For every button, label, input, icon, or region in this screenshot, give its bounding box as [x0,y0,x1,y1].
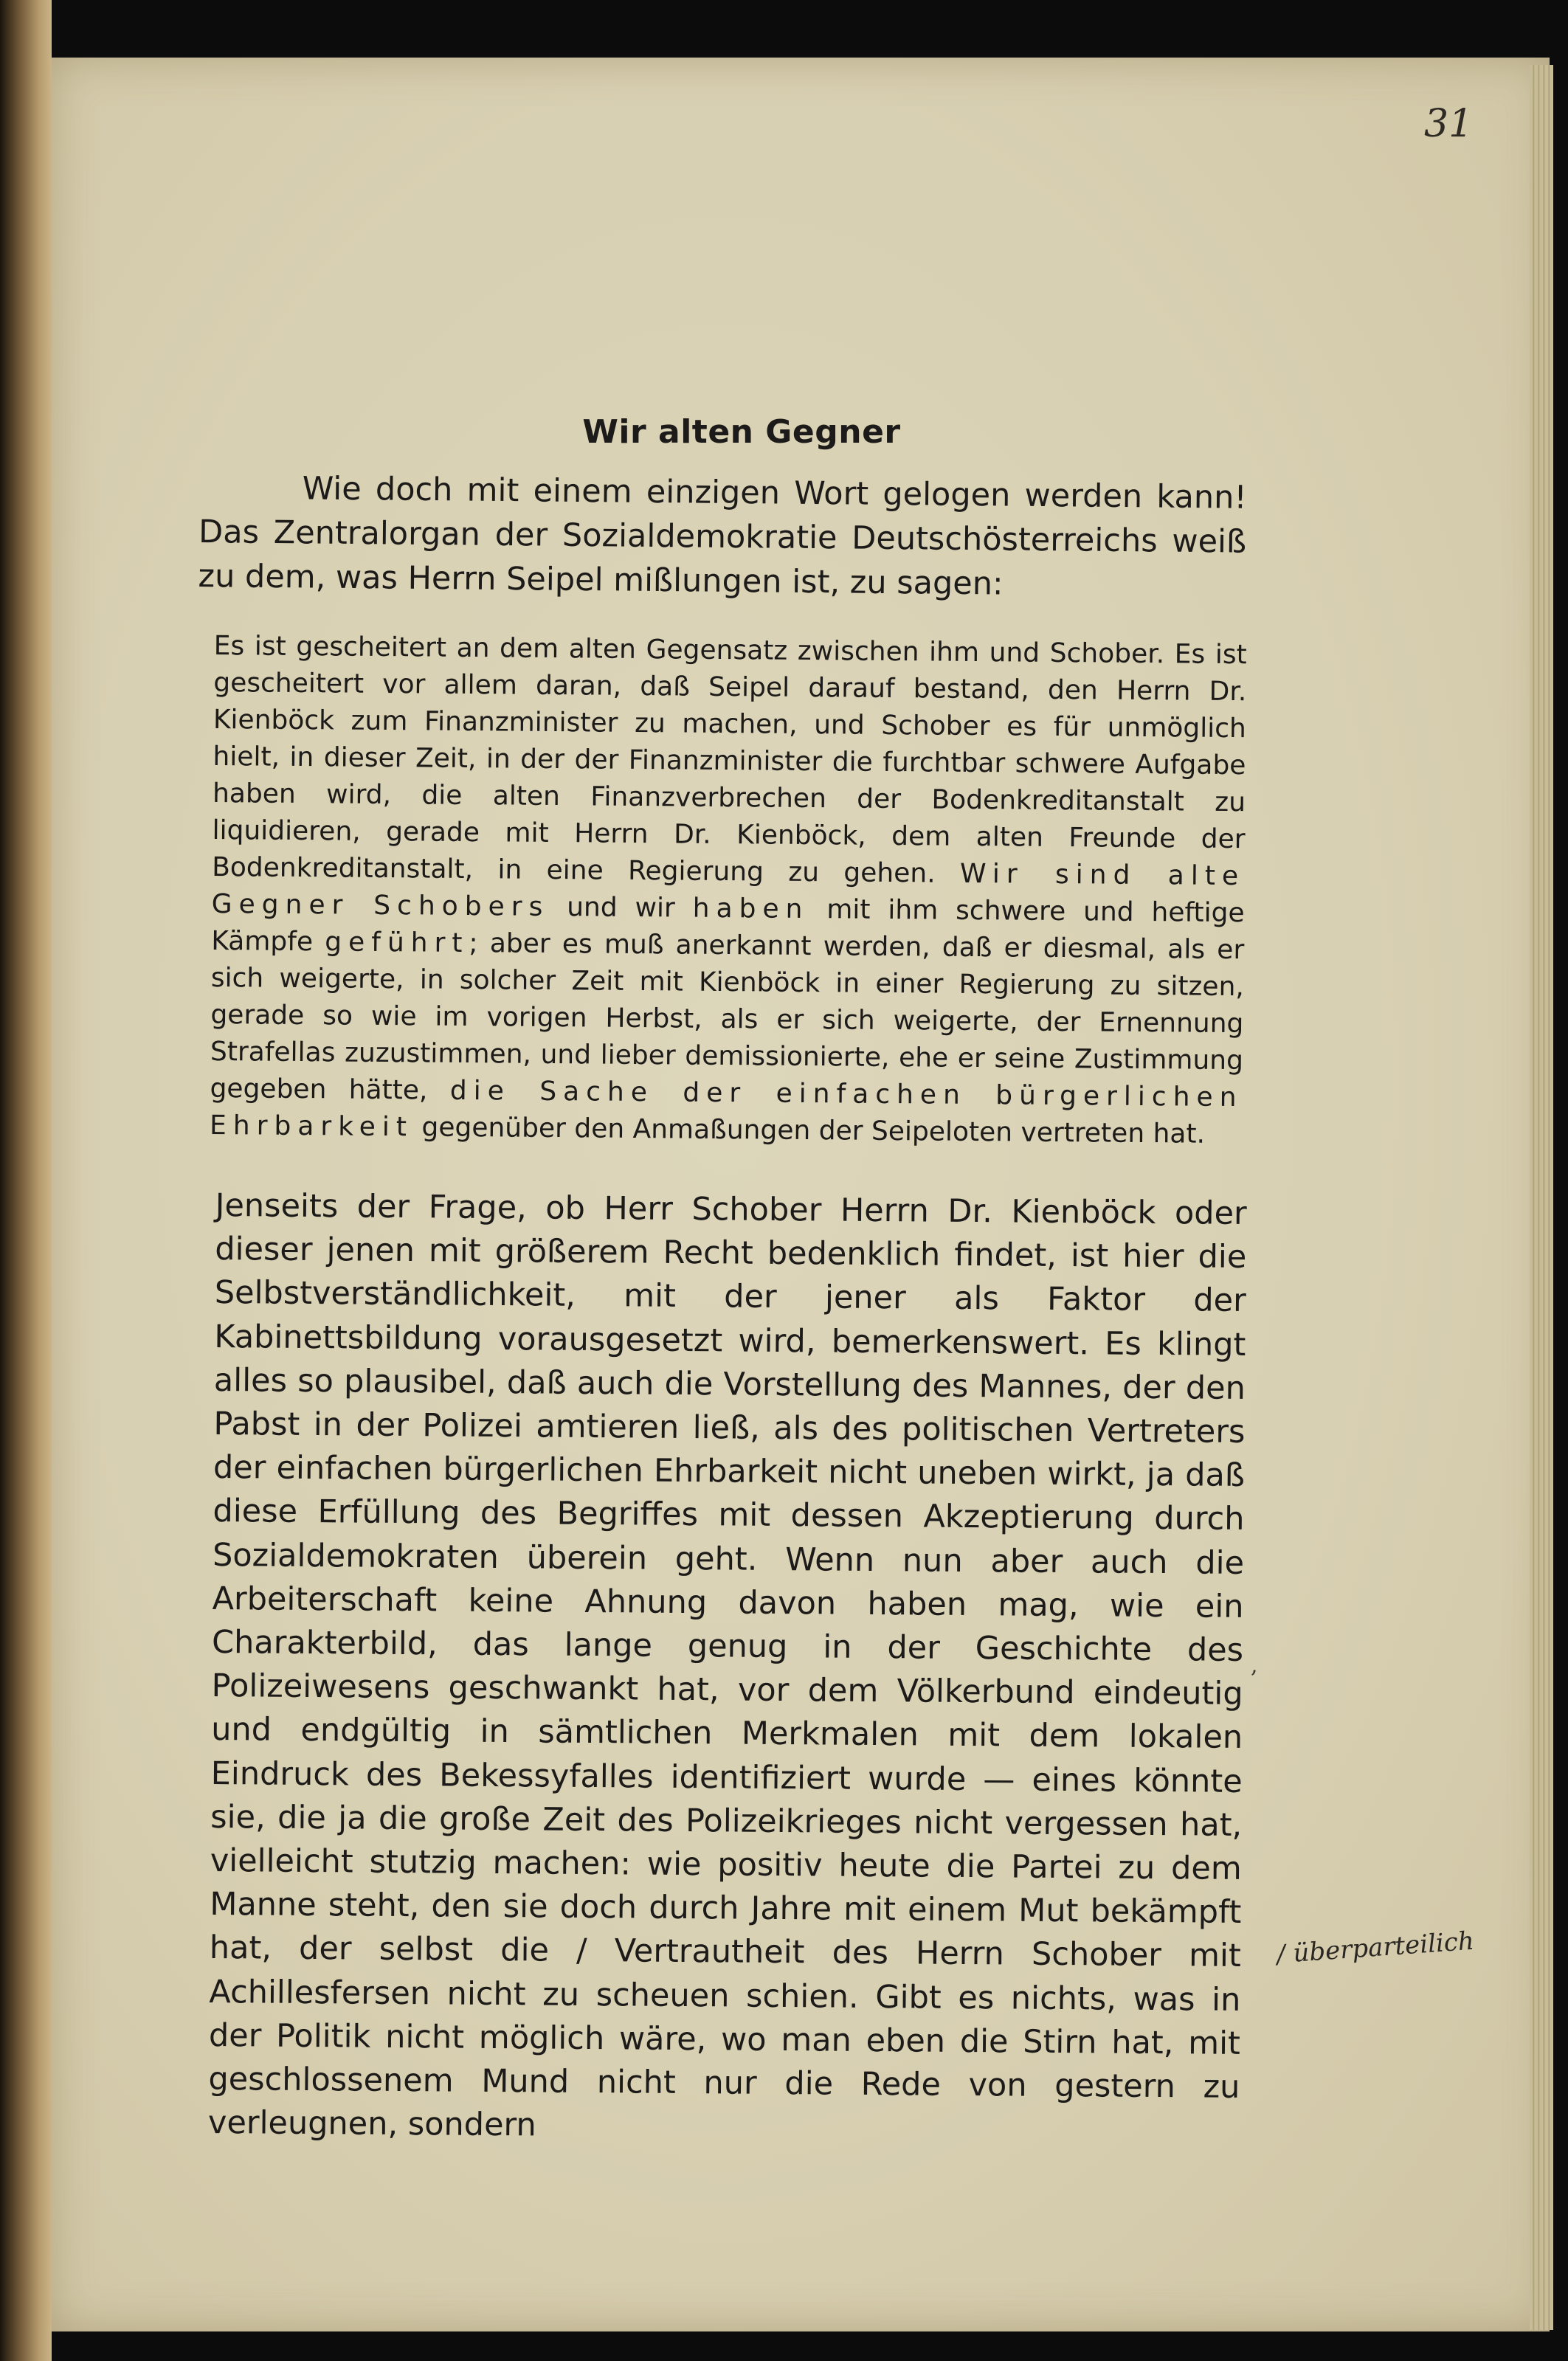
page-content [199,413,1247,2145]
book-spine [0,0,52,2361]
handwritten-margin-note: / überparteilich [1275,1926,1476,1970]
quote-spaced-emphasis: haben [692,893,809,925]
article-title: Wir alten Gegner [582,413,901,451]
body-paragraph: Jenseits der Frage, ob Herr Schober Herrn Dr. Kienböck oder dieser jenen mit größerem Recht bedenklich findet, ist hier die Selbstverständlichkeit, mit der jener als Faktor der Kabinettsbildung vorausgesetzt wird, bemerkenswert. Es klingt alles so plausibel, daß auch die Vorstellung des Mannes, der den Pabst in der Polizei amtieren ließ, als des politischen Vertreters der einfachen bürgerlichen Ehrbarkeit nicht uneben wirkt, ja daß diese Erfüllung des Begriffes mit dessen Akzeptierung durch Sozialdemokraten überein geht. Wenn nun aber auch die Arbeiterschaft keine Ahnung davon haben mag, wie ein Charakterbild, das lange genug in der Geschichte des Polizeiwesens geschwankt hat, vor dem Völkerbund eindeutig und endgültig in sämtlichen Merkmalen mit dem lokalen Eindruck des Bekessyfalles identifiziert wurde — eines könnte sie, die ja die große Zeit des Polizeikrieges nicht vergessen hat, vielleicht stutzig machen: wie positiv heute die Partei zu dem Manne steht, den sie doch durch Jahre mit einem Mut bekämpft hat, der selbst die / Vertrautheit des Herrn Schober mit Achillesfersen nicht zu scheuen schien. Gibt es nichts, was in der Politik nicht möglich wäre, wo man eben die Stirn hat, mit geschlossenem Mund nicht nur die Rede von gestern zu verleugnen, sondern [207,1186,1247,2144]
page-edges [1530,65,1553,2330]
quote-text: und wir [567,892,676,924]
quote-spaced-emphasis: geführt [325,927,469,959]
quote-text: Es ist gescheitert an dem alten Gegensatz zwischen ihm und Schober. Es ist gescheitert vor allem daran, daß Seipel darauf bestand, den Herrn Dr. Kienböck zum Finanzminister zu machen, und Schober es für unmöglich hielt, in dieser Zeit, in der der Finanzminister die furchtbar schwere Aufgabe haben wird, die alten Finanzverbrechen der Bodenkreditanstalt zu liquidieren, gerade mit Herrn Dr. Kienböck, dem alten Freunde der Bodenkreditanstalt, in eine Regierung zu gehen. [211,630,1247,889]
quote-text: ; aber es muß anerkannt werden, daß er diesmal, als er sich weigerte, in solcher Zeit mit Kienböck in einer Regierung zu sitzen, gerade so wie im vorigen Herbst, als er sich weigerte, der Ernennung Strafellas zuzustimmen, und lieber demissionierte, ehe er seine Zustimmung gegeben hätte, [210,928,1245,1106]
quote-text: gegenüber den Anmaßungen der Seipeloten vertreten hat. [421,1112,1206,1150]
quote-spaced-emphasis: die Sache der einfachen bürgerlichen Ehrbarkeit [209,1075,1243,1143]
quoted-passage [210,628,1247,1153]
quote-spaced-emphasis: Wir sind alte Gegner Schobers [211,858,1246,922]
quote-text: mit ihm schwere und heftige Kämpfe [211,894,1245,958]
pencil-tick-mark: , [1251,1653,1258,1679]
intro-paragraph: Wie doch mit einem einzigen Wort gelogen werden kann! Das Zentralorgan der Sozialdemokratie Deutschösterreichs weiß zu dem, was Herrn Seipel mißlungen ist, zu sagen: [198,470,1247,603]
page-number: 31 [1424,102,1474,146]
